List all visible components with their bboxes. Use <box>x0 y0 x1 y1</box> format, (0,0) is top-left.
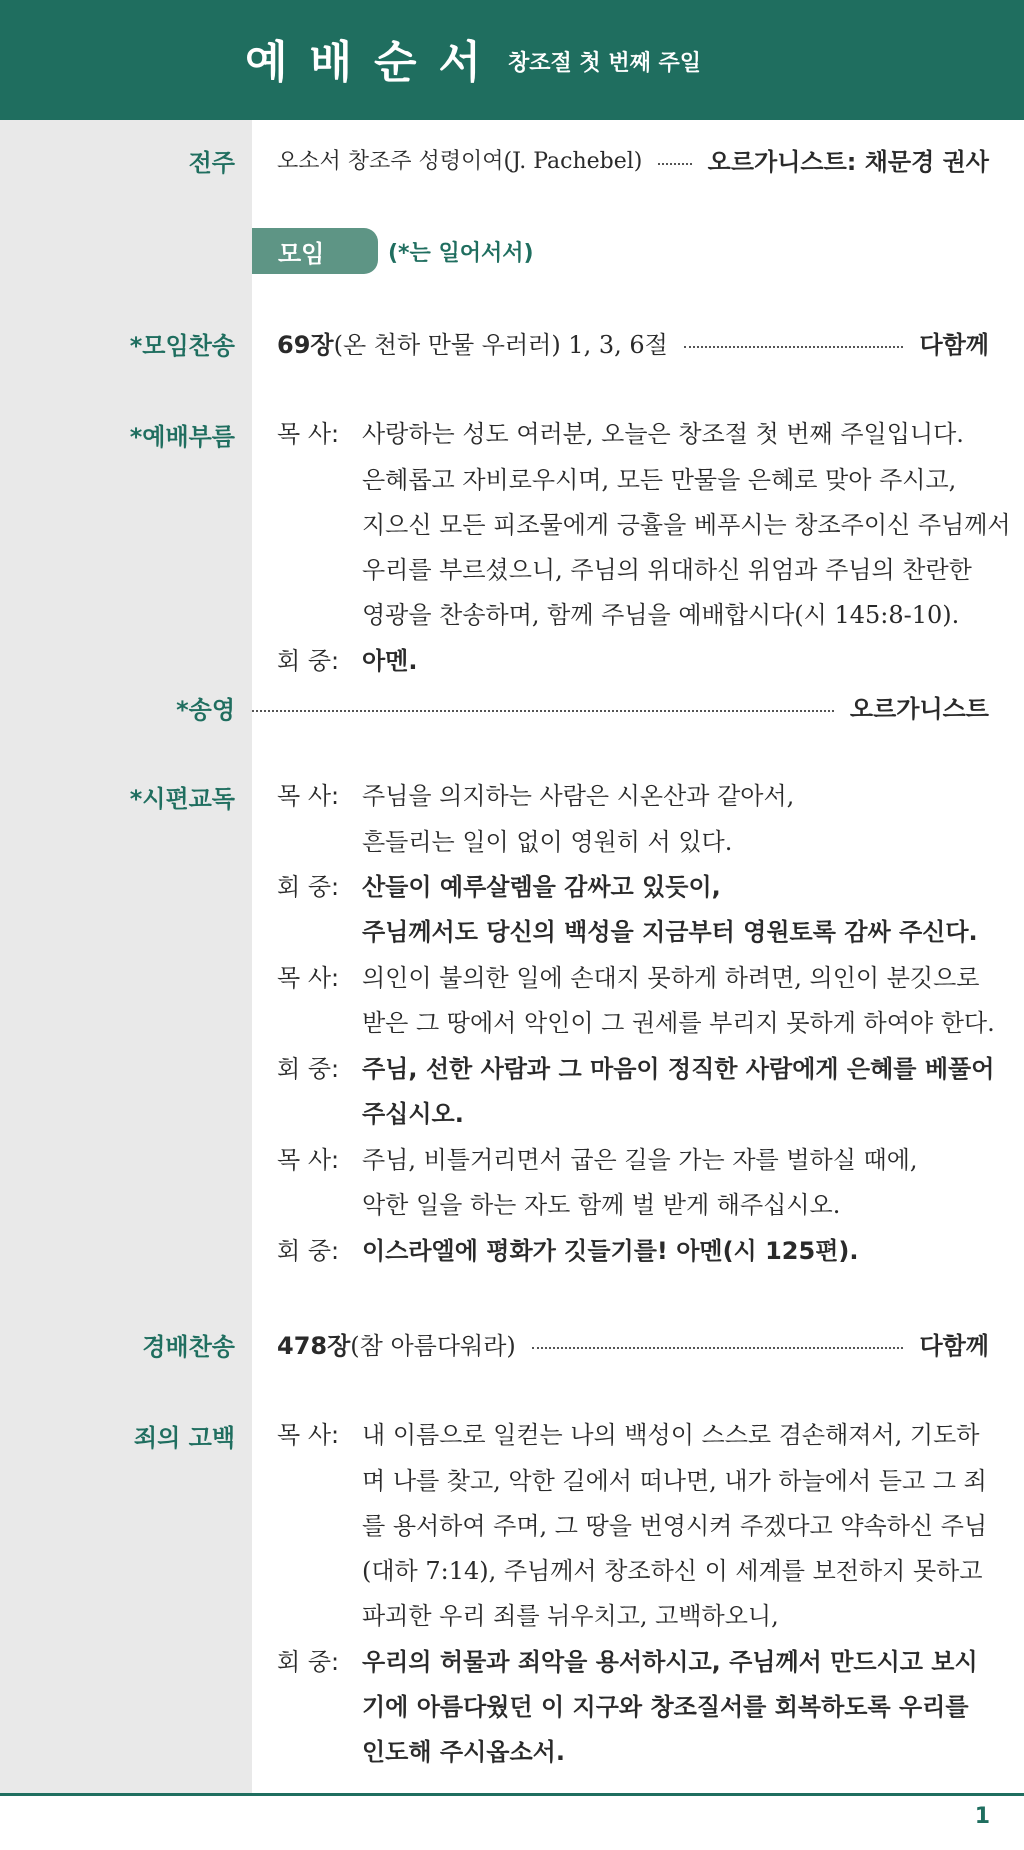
confession-label: 죄의 고백 <box>133 1424 235 1452</box>
doxology-label: *송영 <box>176 696 235 724</box>
confession-line: (대하 7:14), 주님께서 창조하신 이 세계를 보전하지 못하고 <box>362 1557 983 1585</box>
hymn-number: 69장 <box>277 331 334 359</box>
reading-line: 이스라엘에 평화가 깃들기를! 아멘(시 125편). <box>362 1237 859 1265</box>
dot-leader <box>252 710 834 712</box>
speaker-pastor: 목 사: <box>277 420 340 448</box>
call-response: 아멘. <box>362 647 418 675</box>
confession-line: 내 이름으로 일컫는 나의 백성이 스스로 겸손해져서, 기도하 <box>362 1421 980 1449</box>
prelude-row <box>277 142 989 177</box>
speaker-pastor: 목 사: <box>277 1146 340 1174</box>
call-line: 우리를 부르셨으니, 주님의 위대하신 위엄과 주님의 찬란한 <box>362 556 972 584</box>
call-line: 은혜롭고 자비로우시며, 모든 만물을 은혜로 맞아 주시고, <box>362 466 957 494</box>
reading-line: 흔들리는 일이 없이 영원히 서 있다. <box>362 828 733 856</box>
reading-line: 산들이 예루살렘을 감싸고 있듯이, <box>362 873 721 901</box>
standing-note: (*는 일어서서) <box>388 241 534 266</box>
praise-hymn-row <box>277 1326 989 1361</box>
prelude-label: 전주 <box>188 149 235 177</box>
label-column <box>0 120 252 1793</box>
hymn-number: 478장 <box>277 1332 351 1360</box>
opening-hymn-label: *모임찬송 <box>129 332 235 360</box>
reading-line: 주님께서도 당신의 백성을 지금부터 영원토록 감싸 주신다. <box>362 918 978 946</box>
speaker-congregation: 회 중: <box>277 1055 340 1083</box>
opening-hymn-row <box>277 325 989 360</box>
reading-line: 주님을 의지하는 사람은 시온산과 같아서, <box>362 782 795 810</box>
hymn-title: (참 아름다워라) <box>350 1332 516 1360</box>
page-subtitle: 창조절 첫 번째 주일 <box>508 51 701 76</box>
confession-line: 를 용서하여 주며, 그 땅을 번영시켜 주겠다고 약속하신 주님 <box>362 1512 988 1540</box>
page-number: 1 <box>974 1804 990 1829</box>
psalm-reading-label: *시편교독 <box>129 785 235 813</box>
reading-line: 악한 일을 하는 자도 함께 벌 받게 해주십시오. <box>362 1191 841 1219</box>
confession-line: 기에 아름다웠던 이 지구와 창조질서를 회복하도록 우리를 <box>362 1693 969 1721</box>
page-title: 예배순서 <box>245 37 504 88</box>
call-line: 사랑하는 성도 여러분, 오늘은 창조절 첫 번째 주일입니다. <box>362 420 964 448</box>
speaker-congregation: 회 중: <box>277 647 340 675</box>
confession-line: 우리의 허물과 죄악을 용서하시고, 주님께서 만드시고 보시 <box>362 1648 978 1676</box>
speaker-pastor: 목 사: <box>277 782 340 810</box>
speaker-congregation: 회 중: <box>277 873 340 901</box>
dot-leader <box>658 163 691 165</box>
hymn-title: (온 천하 만물 우러러) 1, 3, 6절 <box>333 331 668 359</box>
dot-leader <box>532 1347 904 1349</box>
speaker-pastor: 목 사: <box>277 1421 340 1449</box>
confession-line: 인도해 주시옵소서. <box>362 1738 565 1766</box>
reading-line: 받은 그 땅에서 악인이 그 권세를 부리지 못하게 하여야 한다. <box>362 1009 995 1037</box>
doxology-performer: 오르가니스트 <box>849 695 989 723</box>
speaker-congregation: 회 중: <box>277 1648 340 1676</box>
reading-line: 주님, 비틀거리면서 굽은 길을 가는 자를 벌하실 때에, <box>362 1146 918 1174</box>
praise-hymn-label: 경배찬송 <box>142 1333 235 1361</box>
hymn-performer: 다함께 <box>919 1332 989 1360</box>
confession-line: 며 나를 찾고, 악한 길에서 떠나면, 내가 하늘에서 듣고 그 죄 <box>362 1467 987 1495</box>
hymn-performer: 다함께 <box>919 331 989 359</box>
footer-rule <box>0 1793 1024 1796</box>
confession-line: 파괴한 우리 죄를 뉘우치고, 고백하오니, <box>362 1602 779 1630</box>
prelude-performer: 오르가니스트: 채문경 권사 <box>707 148 989 176</box>
call-to-worship-label: *예배부름 <box>129 423 235 451</box>
prelude-piece: 오소서 창조주 성령이여(J. Pachebel) <box>277 149 643 174</box>
page-header <box>0 0 1024 120</box>
speaker-pastor: 목 사: <box>277 964 340 992</box>
dot-leader <box>684 346 904 348</box>
section-tag-gathering: 모임 <box>252 228 378 274</box>
call-line: 지으신 모든 피조물에게 긍휼을 베푸시는 창조주이신 주님께서 <box>362 511 1011 539</box>
doxology-row <box>252 689 989 724</box>
reading-line: 의인이 불의한 일에 손대지 못하게 하려면, 의인이 분깃으로 <box>362 964 980 992</box>
reading-line: 주님, 선한 사람과 그 마음이 정직한 사람에게 은혜를 베풀어 <box>362 1055 995 1083</box>
speaker-congregation: 회 중: <box>277 1237 340 1265</box>
reading-line: 주십시오. <box>362 1100 464 1128</box>
call-line: 영광을 찬송하며, 함께 주님을 예배합시다(시 145:8-10). <box>362 601 960 629</box>
